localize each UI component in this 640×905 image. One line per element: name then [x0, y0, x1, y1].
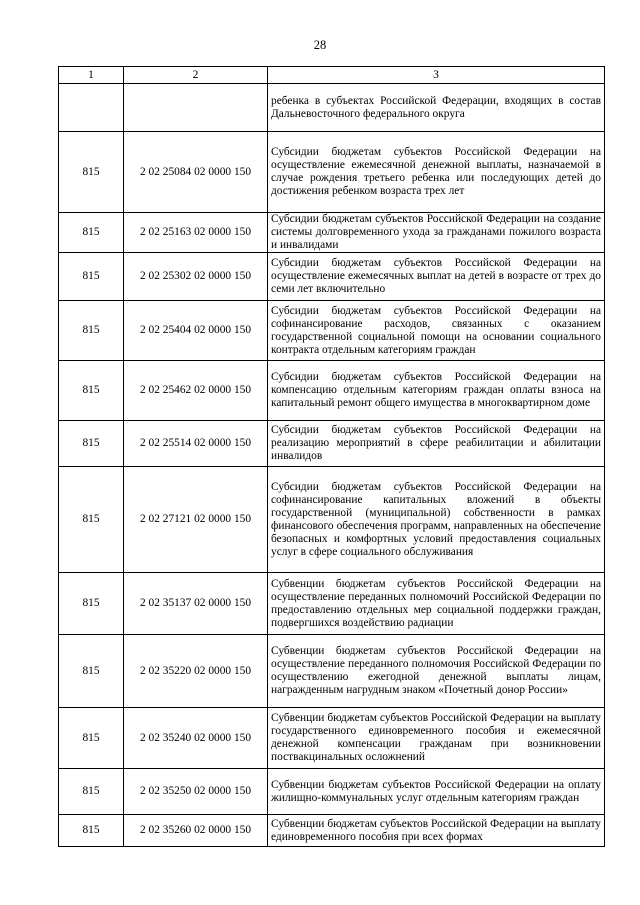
- description-cell: Субвенции бюджетам субъектов Российской Федерации на оплату жилищно-коммунальных услуг отдельным категориям граждан: [268, 769, 605, 815]
- table-row: [59, 573, 605, 635]
- admin-code-cell: 815: [59, 708, 124, 769]
- description-cell: Субсидии бюджетам субъектов Российской Федерации на осуществление ежемесячной денежной выплаты, назначаемой в случае рождения третьего ребенка или последующих детей до достижения ребенком возраста трех лет: [268, 132, 605, 213]
- page-number: 28: [313, 38, 327, 52]
- revenue-code-cell: 2 02 27121 02 0000 150: [124, 467, 268, 573]
- revenue-code-cell: 2 02 35220 02 0000 150: [124, 635, 268, 708]
- description-cell: Субвенции бюджетам субъектов Российской Федерации на выплату государственного единовременного пособия и ежемесячной денежной компенсации гражданам при возникновении поствакцинальных осложнений: [268, 708, 605, 769]
- revenue-code-cell: 2 02 25302 02 0000 150: [124, 253, 268, 301]
- revenue-code-cell: 2 02 25163 02 0000 150: [124, 213, 268, 253]
- admin-code-cell: 815: [59, 467, 124, 573]
- admin-code-cell: [59, 84, 124, 132]
- column-header: 3: [268, 67, 605, 84]
- table-header-row: [59, 67, 605, 84]
- description-cell: Субсидии бюджетам субъектов Российской Федерации на софинансирование расходов, связанных с оказанием государственной социальной помощи на основании социального контракта отдельным категориям граждан: [268, 301, 605, 361]
- description-cell: Субсидии бюджетам субъектов Российской Федерации на создание системы долговременного ухода за гражданами пожилого возраста и инвалидами: [268, 213, 605, 253]
- table-row: [59, 361, 605, 421]
- description-cell: Субсидии бюджетам субъектов Российской Федерации на компенсацию отдельным категориям граждан оплаты взноса на капитальный ремонт общего имущества в многоквартирном доме: [268, 361, 605, 421]
- revenue-code-cell: 2 02 25514 02 0000 150: [124, 421, 268, 467]
- table-row: [59, 301, 605, 361]
- description-cell: Субвенции бюджетам субъектов Российской Федерации на выплату единовременного пособия при всех формах: [268, 815, 605, 847]
- table-row: [59, 132, 605, 213]
- table-row: [59, 213, 605, 253]
- admin-code-cell: 815: [59, 635, 124, 708]
- table-row: [59, 253, 605, 301]
- revenue-code-cell: 2 02 35250 02 0000 150: [124, 769, 268, 815]
- table-row: [59, 421, 605, 467]
- description-cell: ребенка в субъектах Российской Федерации, входящих в состав Дальневосточного федерального округа: [268, 84, 605, 132]
- table-row: [59, 769, 605, 815]
- revenue-code-cell: [124, 84, 268, 132]
- description-cell: Субсидии бюджетам субъектов Российской Федерации на осуществление ежемесячных выплат на детей в возрасте от трех до семи лет включительно: [268, 253, 605, 301]
- admin-code-cell: 815: [59, 361, 124, 421]
- admin-code-cell: 815: [59, 573, 124, 635]
- admin-code-cell: 815: [59, 769, 124, 815]
- table-row: [59, 84, 605, 132]
- admin-code-cell: 815: [59, 815, 124, 847]
- revenue-code-cell: 2 02 35240 02 0000 150: [124, 708, 268, 769]
- admin-code-cell: 815: [59, 253, 124, 301]
- description-cell: Субвенции бюджетам субъектов Российской Федерации на осуществление переданных полномочий Российской Федерации по предоставлению отдельных мер социальной поддержки граждан, подвергшихся воздействию радиации: [268, 573, 605, 635]
- revenue-code-cell: 2 02 35260 02 0000 150: [124, 815, 268, 847]
- column-header: 2: [124, 67, 268, 84]
- admin-code-cell: 815: [59, 301, 124, 361]
- table-row: [59, 708, 605, 769]
- column-header: 1: [59, 67, 124, 84]
- table-row: [59, 815, 605, 847]
- table-row: [59, 635, 605, 708]
- revenue-code-cell: 2 02 35137 02 0000 150: [124, 573, 268, 635]
- description-cell: Субвенции бюджетам субъектов Российской Федерации на осуществление переданного полномочия Российской Федерации по осуществлению ежегодной денежной выплаты лицам, награжденным нагрудным знаком «Почетный донор России»: [268, 635, 605, 708]
- budget-revenue-table: [58, 66, 605, 847]
- admin-code-cell: 815: [59, 213, 124, 253]
- description-cell: Субсидии бюджетам субъектов Российской Федерации на реализацию мероприятий в сфере реабилитации и абилитации инвалидов: [268, 421, 605, 467]
- description-cell: Субсидии бюджетам субъектов Российской Федерации на софинансирование капитальных вложений в объекты государственной (муниципальной) собственности в рамках финансового обеспечения программ, направленных на обеспечение безопасных и комфортных условий предоставления социальных услуг в сфере социального обслуживания: [268, 467, 605, 573]
- revenue-code-cell: 2 02 25084 02 0000 150: [124, 132, 268, 213]
- revenue-code-cell: 2 02 25462 02 0000 150: [124, 361, 268, 421]
- admin-code-cell: 815: [59, 132, 124, 213]
- revenue-code-cell: 2 02 25404 02 0000 150: [124, 301, 268, 361]
- table-row: [59, 467, 605, 573]
- admin-code-cell: 815: [59, 421, 124, 467]
